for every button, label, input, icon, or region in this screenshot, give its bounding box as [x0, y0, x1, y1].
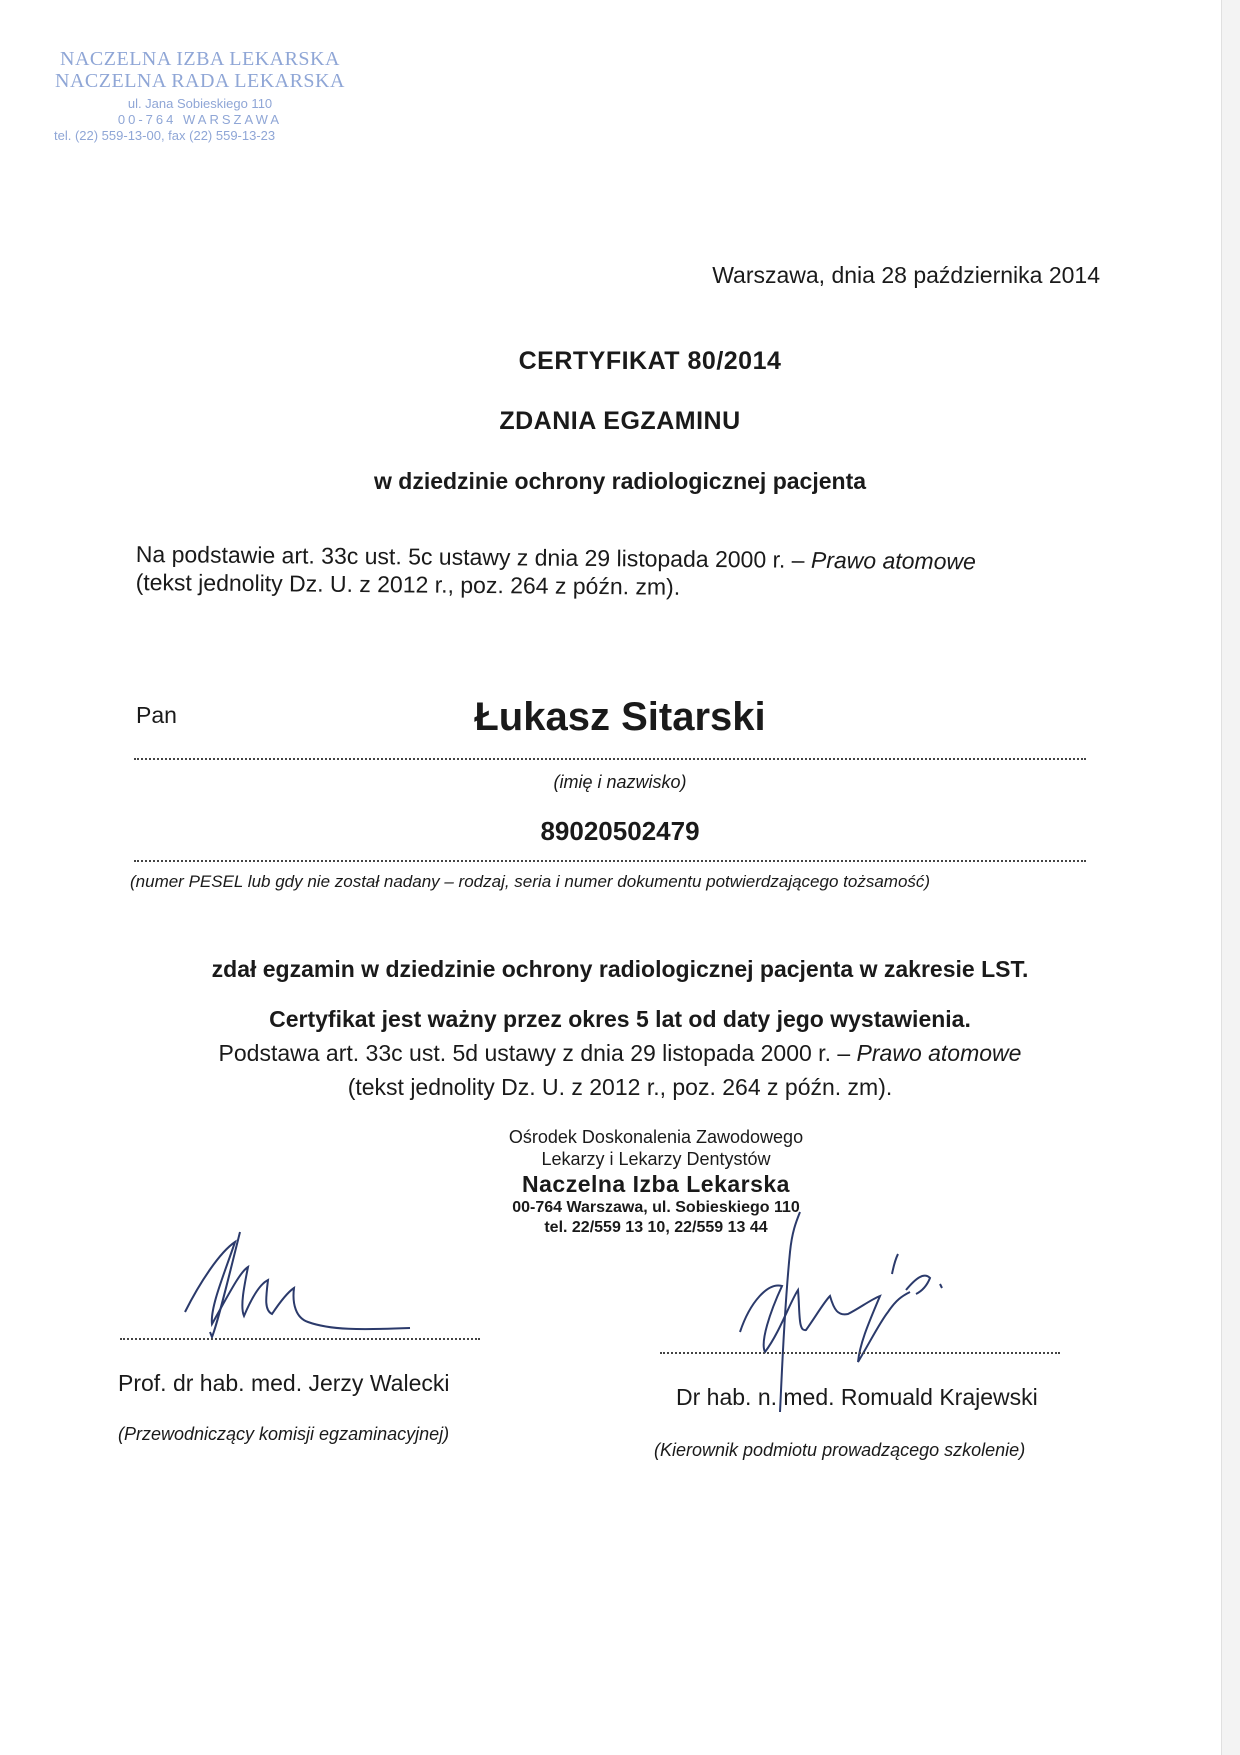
scan-edge: [1221, 0, 1240, 1755]
exam-title: ZDANIA EGZAMINU: [499, 407, 741, 435]
left-signatory-name: Prof. dr hab. med. Jerzy Walecki: [118, 1370, 450, 1396]
issuer-line-1: Ośrodek Doskonalenia Zawodowego: [508, 1127, 804, 1147]
legal-basis-act: Prawo atomowe: [810, 546, 976, 575]
issuer-line-4: 00-764 Warszawa, ul. Sobieskiego 110: [512, 1199, 800, 1216]
left-signatory-role: (Przewodniczący komisji egzaminacyjnej): [118, 1424, 450, 1444]
validity-legal-basis: [0, 1040, 1240, 1067]
field-title: w dziedzinie ochrony radiologicznej pacjenta: [373, 468, 867, 494]
stamp-line-1: NACZELNA IZBA LEKARSKA: [60, 48, 340, 70]
name-dotted-line: [134, 758, 1086, 760]
issue-date: Warszawa, dnia 28 października 2014: [712, 262, 1100, 288]
issuer-line-5: tel. 22/559 13 10, 22/559 13 44: [544, 1219, 768, 1236]
legal-basis-text: Na podstawie art. 33c ust. 5c ustawy z dnia 29 listopada 2000 r. –: [135, 540, 805, 573]
exam-result: zdał egzamin w dziedzinie ochrony radiologicznej pacjenta w zakresie LST.: [211, 956, 1029, 982]
issuer-line-2: Lekarzy i Lekarzy Dentystów: [541, 1149, 771, 1169]
institution-stamp: [50, 48, 350, 144]
right-signature-line: [660, 1352, 1060, 1354]
pesel-dotted-line: [134, 860, 1086, 862]
stamp-line-5: tel. (22) 559-13-00, fax (22) 559-13-23: [54, 128, 276, 143]
issuer-line-3: Naczelna Izba Lekarska: [522, 1171, 790, 1197]
holder-name: Łukasz Sitarski: [474, 695, 766, 739]
stamp-line-2: NACZELNA RADA LEKARSKA: [55, 70, 345, 92]
left-signature: [140, 1212, 500, 1352]
salutation: Pan: [136, 702, 177, 728]
validity-legal-line-2: (tekst jednolity Dz. U. z 2012 r., poz. 264 z późn. zm).: [347, 1074, 893, 1100]
stamp-line-4: 00-764 WARSZAWA: [117, 112, 283, 127]
name-caption: (imię i nazwisko): [553, 772, 687, 792]
stamp-line-3: ul. Jana Sobieskiego 110: [127, 96, 273, 111]
pesel-caption: (numer PESEL lub gdy nie został nadany – rodzaj, seria i numer dokumentu potwierdzającego tożsamość): [130, 872, 931, 891]
right-signatory-name: Dr hab. n. med. Romuald Krajewski: [676, 1384, 1038, 1410]
validity-legal-act: Prawo atomowe: [856, 1040, 1022, 1066]
legal-basis-line-2: (tekst jednolity Dz. U. z 2012 r., poz. 264 z późn. zm).: [135, 568, 681, 600]
pesel-number: 89020502479: [540, 816, 700, 846]
validity-statement: Certyfikat jest ważny przez okres 5 lat od daty jego wystawienia.: [269, 1006, 971, 1032]
certificate-title: CERTYFIKAT 80/2014: [518, 347, 782, 375]
validity-legal-text: Podstawa art. 33c ust. 5d ustawy z dnia 29 listopada 2000 r. –: [218, 1040, 851, 1066]
legal-basis: [136, 540, 1096, 604]
right-signatory-role: (Kierownik podmiotu prowadzącego szkolenie): [654, 1440, 1026, 1460]
left-signature-line: [120, 1338, 480, 1340]
